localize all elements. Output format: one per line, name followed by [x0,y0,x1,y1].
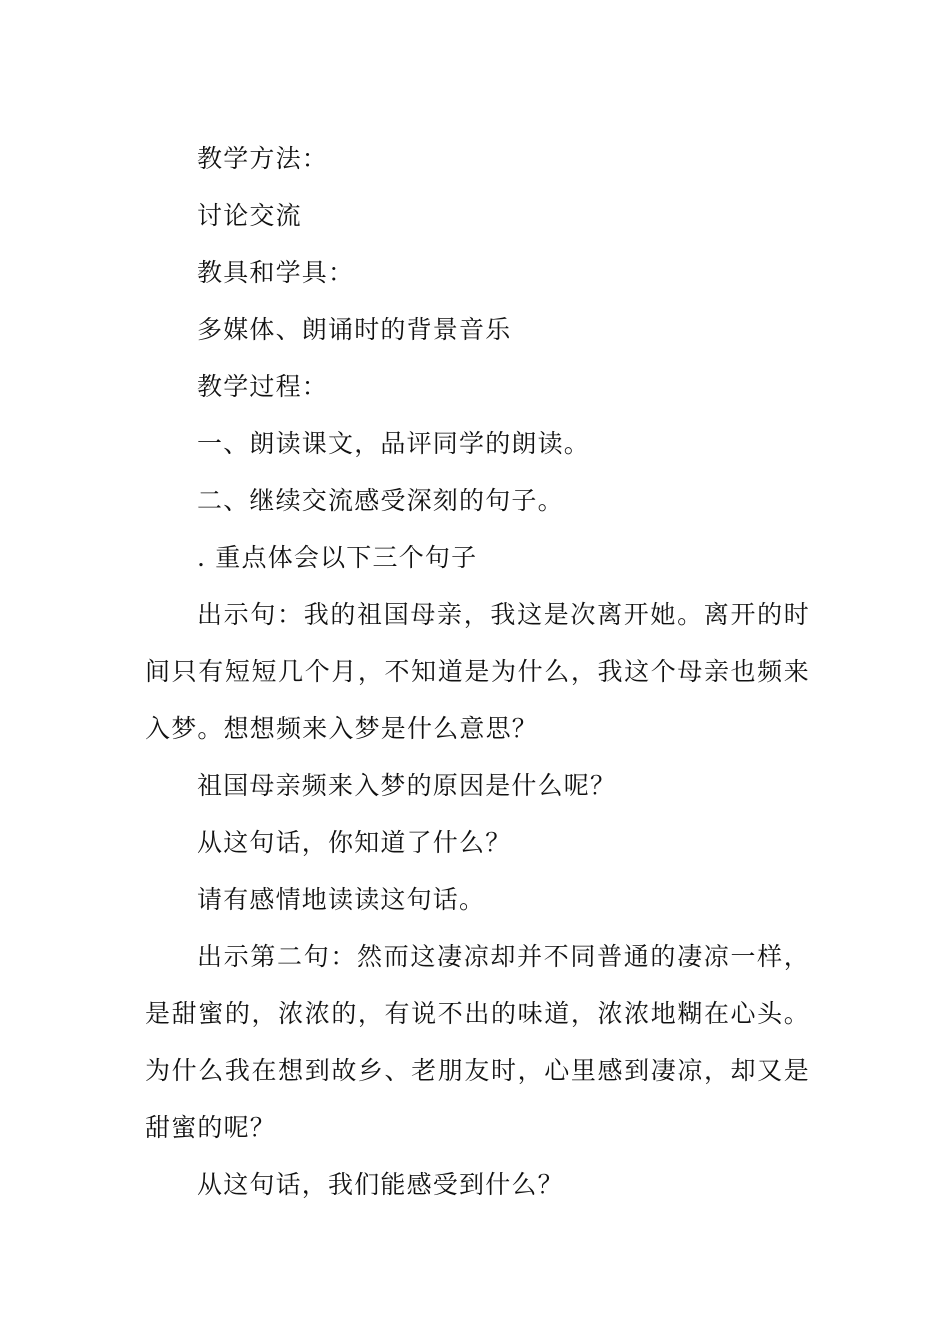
paragraph-key-sentences: . 重点体会以下三个句子 [197,543,478,572]
paragraph-sentence-two: 出示第二句：然而这凄凉却并不同普通的凄凉一样，是甜蜜的，浓浓的，有说不出的味道，浓浓地糊在心头。为什么我在想到故乡、老朋友时，心里感到凄凉，却又是甜蜜的呢？ [145,942,810,1142]
paragraph-step-one: 一、朗读课文，品评同学的朗读。 [197,429,591,458]
paragraph-sentence-one: 出示句：我的祖国母亲，我这是次离开她。离开的时间只有短短几个月，不知道是为什么，我这个母亲也频来入梦。想想频来入梦是什么意思？ [145,600,810,743]
paragraph-teaching-tools: 多媒体、朗诵时的背景音乐 [197,315,512,344]
paragraph-teaching-method: 讨论交流 [197,201,302,230]
paragraph-teaching-process-heading: 教学过程： [197,372,329,401]
paragraph-step-two: 二、继续交流感受深刻的句子。 [197,486,564,515]
paragraph-question-reason: 祖国母亲频来入梦的原因是什么呢？ [197,771,617,800]
paragraph-teaching-tools-heading: 教具和学具： [197,258,355,287]
paragraph-question-know: 从这句话，你知道了什么？ [197,828,512,857]
document-body [145,130,810,1213]
paragraph-question-feel: 从这句话，我们能感受到什么？ [197,1170,564,1199]
paragraph-read-aloud: 请有感情地读读这句话。 [197,885,486,914]
paragraph-teaching-method-heading: 教学方法： [197,144,329,173]
